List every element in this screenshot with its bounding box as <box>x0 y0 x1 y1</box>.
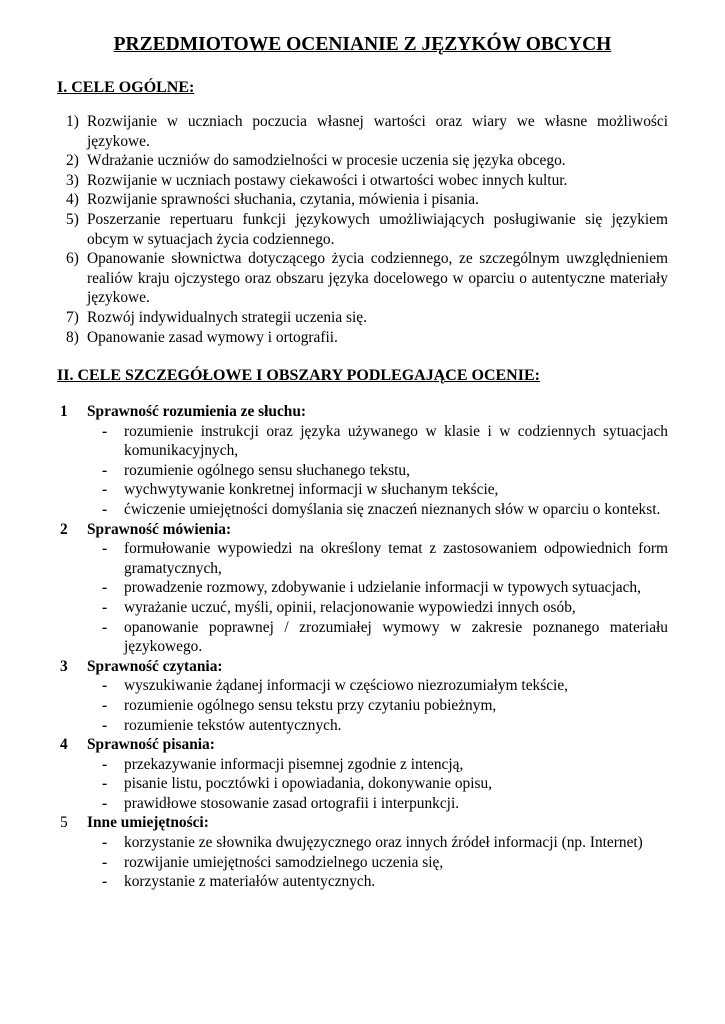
section-heading-general-goals: I. CELE OGÓLNE: <box>57 79 195 96</box>
area-bullets-speaking <box>58 539 668 657</box>
area-heading-other-skills: 5 Inne umiejętności: <box>60 814 209 832</box>
list-item: 4) Rozwijanie sprawności słuchania, czytania, mówienia i pisania. <box>66 191 479 209</box>
area-bullets-reading <box>58 676 668 735</box>
area-bullets-other-skills <box>58 833 668 892</box>
list-item: 3) Rozwijanie w uczniach postawy ciekawości i otwartości wobec innych kultur. <box>66 171 568 189</box>
list-item: - prawidłowe stosowanie zasad ortografii i interpunkcji. <box>102 794 460 812</box>
area-heading-speaking: 2 Sprawność mówienia: <box>60 520 232 538</box>
list-item: - opanowanie poprawnej / zrozumiałej wymowy w zakresie poznanego materiału językowego. <box>102 618 668 656</box>
list-item: - przekazywanie informacji pisemnej zgodnie z intencją, <box>102 755 464 773</box>
list-item: - prowadzenie rozmowy, zdobywanie i udzielanie informacji w typowych sytuacjach, <box>102 579 641 597</box>
page-title: PRZEDMIOTOWE OCENIANIE Z JĘZYKÓW OBCYCH <box>113 34 612 55</box>
list-item: 7) Rozwój indywidualnych strategii uczenia się. <box>66 308 367 326</box>
section-heading-detailed-goals: II. CELE SZCZEGÓŁOWE I OBSZARY PODLEGAJĄCE OCENIE: <box>57 367 540 384</box>
list-item: - ćwiczenie umiejętności domyślania się znaczeń nieznanych słów w oparciu o kontekst. <box>102 500 661 518</box>
list-item: - pisanie listu, pocztówki i opowiadania, dokonywanie opisu, <box>102 775 493 793</box>
area-bullets-listening <box>58 422 668 520</box>
list-item: - rozumienie ogólnego sensu słuchanego tekstu, <box>102 461 410 479</box>
list-item: - formułowanie wypowiedzi na określony temat z zastosowaniem odpowiednich form gramatycznych, <box>102 540 668 577</box>
assessment-areas <box>58 402 668 892</box>
area-heading-listening: 1 Sprawność rozumienia ze słuchu: <box>60 403 307 420</box>
list-item: - rozwijanie umiejętności samodzielnego uczenia się, <box>102 853 444 871</box>
list-item: - wyszukiwanie żądanej informacji w częściowo niezrozumiałym tekście, <box>102 677 569 695</box>
list-item: 6) Opanowanie słownictwa dotyczącego życia codziennego, ze szczególnym uwzględnieniem realiów kraju ojczystego oraz obszaru języka docelowego w oparciu o autentyczne materiały językowe. <box>66 250 668 307</box>
list-item: - wyrażanie uczuć, myśli, opinii, relacjonowanie wypowiedzi innych osób, <box>102 598 576 616</box>
list-item: - korzystanie z materiałów autentycznych. <box>102 873 376 891</box>
list-item: - wychwytywanie konkretnej informacji w słuchanym tekście, <box>102 481 499 499</box>
list-item: - korzystanie ze słownika dwujęzycznego oraz innych źródeł informacji (np. Internet) <box>102 834 643 852</box>
area-heading-writing: 4 Sprawność pisania: <box>60 736 215 754</box>
general-goals-list <box>58 112 668 347</box>
list-item: - rozumienie instrukcji oraz języka używanego w klasie i w codziennych sytuacjach komunikacyjnych, <box>102 422 668 460</box>
area-bullets-writing <box>58 755 668 814</box>
list-item: 1) Rozwijanie w uczniach poczucia własnej wartości oraz wiary we własne możliwości językowe. <box>66 113 668 150</box>
list-item: - rozumienie ogólnego sensu tekstu przy czytaniu pobieżnym, <box>102 696 497 714</box>
list-item: 2) Wdrażanie uczniów do samodzielności w procesie uczenia się języka obcego. <box>66 152 566 170</box>
list-item: 5) Poszerzanie repertuaru funkcji językowych umożliwiających posługiwanie się językiem obcym w sytuacjach życia codziennego. <box>66 210 668 248</box>
area-heading-reading: 3 Sprawność czytania: <box>60 657 223 675</box>
list-item: 8) Opanowanie zasad wymowy i ortografii. <box>66 328 338 346</box>
list-item: - rozumienie tekstów autentycznych. <box>102 716 342 734</box>
